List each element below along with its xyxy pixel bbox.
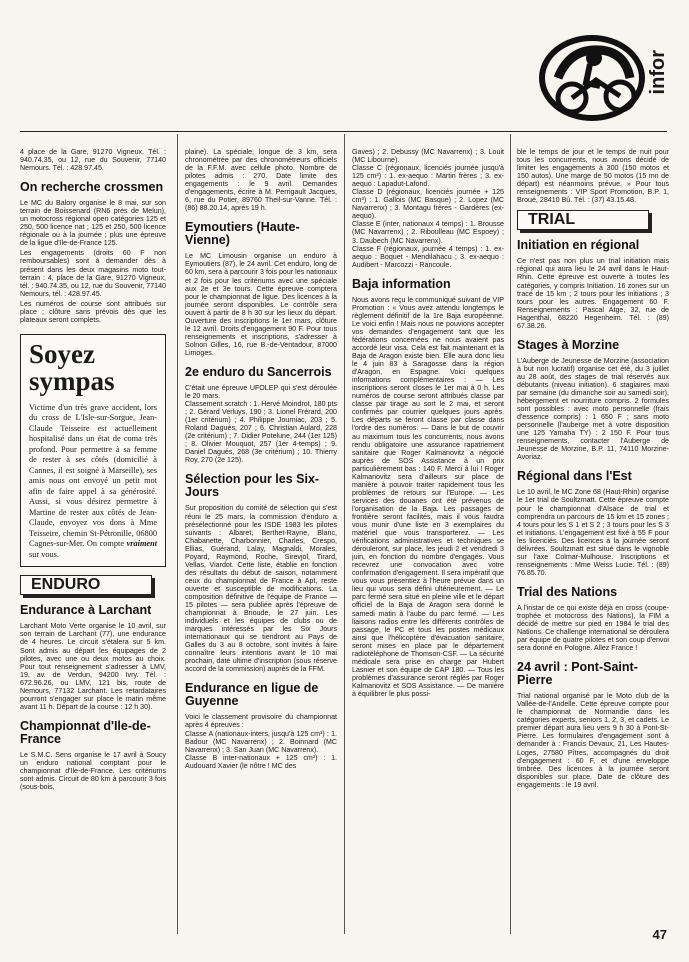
article-paragraph: Larchant Moto Verte organise le 10 avril, sur son terrain de Larchant (77), une endurance de 4 heures. Le circuit s'étalera sur 5 km. Sont admis au départ les équipages de 2 pilotes, avec une ou deux motos au choix. Pour tout renseignement s'adresser à LMV, 19, av. de Verdun, 94200 Ivry. Tél. : 672.96.26, ou LMV, 121 bis, route de Nemours, 77132 Larchant. Les retardataires pourront s'engager sur place le matin même avant 11 h. Départ de la course : 12 h 30). <box>20 622 166 711</box>
article-heading: Endurance à Larchant <box>20 603 152 618</box>
article-heading: Stages à Morzine <box>517 337 620 352</box>
article-paragraph: Le 10 avril, le MC Zone 68 (Haut-Rhin) organise le 1er trial de Soultzmatt. Cette épreuve compte pour le championnat d'Alsace de trial et comprendra un parcours de 15 km et 15 zones ; 4 tours pour les S 1 et S 2 ; 3 tours pour les S 3 et initiations. L'engagement est fixé à 55 F pour les licenciés. Des licences à la journée seront délivrées. Soultzmatt est situé dans le vignoble sur l'axe Colmar-Mulhouse. Inscriptions et renseignements : Mme Weiss Lucie. Tél. : (89) 76.85.70. <box>517 488 669 577</box>
column-divider <box>510 134 511 934</box>
article-heading: Eymoutiers (Haute-Vienne) <box>185 220 300 248</box>
article-heading: On recherche crossmen <box>20 180 164 195</box>
appeal-text <box>29 403 157 561</box>
article-paragraph: Le MC du Balory organise le 8 mai, sur son terrain de Boissenard (RN6 près de Melun), un motocross régional open catégories 125 et 250, 500 licence nat ; 125 et 250, 500 licence régionale ou à la journée ; plus une épreuve de la ligue d'Ile-de-France 125. <box>20 199 166 248</box>
article-heading: Baja information <box>352 276 451 291</box>
column-divider <box>177 134 178 934</box>
article-paragraph: plaine). La spéciale, longue de 3 km, sera chronométrée par des chronométreurs officiels de la F.F.M. avec cellule photo. Nombre de pilotes admis : 270. Date limite des engagements : le 9 avril. Demandes d'engagements, écrire à M. Perrigault Jacques, 6, rue du Potier, 89760 Theil-sur-Vanne. Tél. : (86) 88.20.14, après 19 h. <box>185 148 337 213</box>
column-4 <box>517 148 669 948</box>
appeal-emphasis: vraiment <box>126 539 157 549</box>
article-heading: Endurance en ligue de Guyenne <box>185 681 319 709</box>
column-divider <box>344 134 345 934</box>
article-heading: Initiation en régional <box>517 238 640 253</box>
top-rule <box>20 131 667 132</box>
article-heading: Trial des Nations <box>517 584 618 599</box>
article-paragraph: C'était une épreuve UFOLEP qui s'est déroulée le 20 mars. Classement scratch : 1. Hervé Moindrot, 180 pts ; 2. Gérard Verluys, 190 ; 3. Lionel Frérard, 200 (1er critérium) ; 4. Philippe Journiac, 203 ; 5. Roland Dagués, 207 ; 6. Christian Aulard, 228 (2e critérium) ; 7. Didier Potelune, 244 (1er 125) ; 8. Olivier Mouquot, 257 (1er 4-temps) ; 9. Daniel Dagués, 268 (3e critérium) ; 10. Thierry Roy, 270 (2e 125). <box>185 383 337 465</box>
appeal-end: sur vous. <box>29 549 59 559</box>
article-paragraph: Voici le classement provisoire du championnat après 4 épreuves : Classe A (nationaux-inters, jusqu'à 125 cm³) : 1. Badour (MC Navarrenx) ; 2. Boinnard (MC Navarrenx) ; 3. San Juan (MC Navarrenx). Classe B inter-nationaux + 125 cm³) : 1. Audouard Xavier (le nôtre ! MC des <box>185 713 337 770</box>
logo-text: infor <box>647 50 669 95</box>
appeal-title: Soyez sympas <box>29 338 115 396</box>
section-tag: ENDURO <box>20 575 152 595</box>
article-heading: 24 avril : Pont-Saint-Pierre <box>517 660 638 688</box>
page-number: 47 <box>652 927 667 942</box>
article-paragraph: ble le temps de jour et le temps de nuit pour tous les concurrents, nous avons décidé de limiter les engagements à 300 (150 motos et 150 autos). Une marge de 50 motos (15 mn de départ) est néanmoins prévue. » Pour tous renseignements : VIP Sport Promotion, B.P. 1, Broué, 28410 Bû. Tél. : (37) 43.15.48. <box>517 148 669 205</box>
article-paragraph: L'Auberge de Jeunesse de Morzine (association à but non lucratif) organise cet été, du 3 juillet au 28 août, des stages de trial réservés aux débutants (niveau initiation). 6 stagiaires maxi par semaine (du dimanche soir au samedi soir), hébergement et nourriture compris. 2 formules sont possibles : avec moto personnelle (frais d'essence compris) : 1 650 F ; sans moto personnelle (l'auberge met à votre disposition une 125 Yamaha TY) : 2 150 F. Pour tous renseignements, contacter l'Auberge de Jeunesse de Morzine, B.P. 11, 74110 Morzine-Avoriaz. <box>517 356 669 462</box>
article-paragraph: Ce n'est pas non plus un trial initiation mais régional qui aura lieu le 24 avril dans le Haut-Rhin. Cette épreuve est ouverte à toutes les catégories, y compris Initiation. 16 zones sur un tracé de 15 km ; 2 tours pour les initiations ; 3 tours pour les autres. Engagement 60 F. Renseignements : Pascal Atge, 32, rue de Hagenthal, 68220 Hegenheim. Tél. : (89) 67.38.26. <box>517 257 669 330</box>
column-3 <box>352 148 504 948</box>
article-heading: Régional dans l'Est <box>517 469 632 484</box>
section-tag: TRIAL <box>517 210 649 230</box>
article-paragraph: Les engagements (droits 60 F non remboursables) sont à demander dès à présent dans les deux magasins moto tout-terrain : 4, place de la Gare, 91270 Vigneux, tél. : 940.74.35, ou 12, rue du Souvenir, 77140 Nemours, tél. : 428.97.45. <box>20 249 166 298</box>
article-paragraph: Nous avons reçu le communiqué suivant de VIP Promotion : « Vous avez attendu longtemps le règlement définitif de la 1re Baja européenne. Le voici enfin ! Mais nous ne pouvions accepter vos demandes d'engagement tant que les fédérations concernées ne nous avaient pas accordé leur visa. Cela est fait maintenant et la Baja de Aragon existe bien. Elle aura donc lieu le 4 juin 83 à Saragosse dans la région d'Aragon, en Espagne. Voici quelques informations complémentaires : — Les inscriptions seront closes le 1er mai à 0 h. Les numéros de course seront attribués classe par classe par tirage au sort le 2 mai, et seront confirmés par courrier quelques jours après. Les départs se feront classe par classe dans l'ordre des numéros. — Dans le but de couvrir au maximum tous les concurrents, nous avons rendu obligatoire une assurance rapatriement sanitaire que Roger Kalmanovitz a négocié auprès de SOS Assistance à un prix particulièrement bas : 140 F. Merci à lui ! Roger Kalmanovitz sera d'ailleurs sur place de manière à pouvoir traiter rapidement tous les problèmes de retours sur l'Europe. — Les services des douanes ont été prévenus de l'organisation de la Baja. Les passages de frontière seront facilités, mais il vous faudra vous munir d'une liste en 3 exemplaires du matériel que vous transporterez. — Les vérifications administratives et techniques se dérouleront, sur place, les jeudi 2 et vendredi 3 juin, en fonction du nombre d'engagés. Vous recevrez une convocation avec votre confirmation d'engagement. Il sera impératif que vous vous présentiez à l'heure prévue dans un lieu qui vous sera défini ultérieurement. — Le parc fermé sera situé en pleine ville et le départ officiel de la Baja de Aragon sera donné le samedi matin à l'aube du parc fermé. — Les liaisons radios entre les différents contrôles de passage, le PC et tous les postes médicaux ainsi que l'hélicoptère d'évacuation sanitaire, seront mises en place par le département radiotéléphone de Thomson-CSF. — La sécurité médicale sera prise en charge par Hubert Lasnier et son équipe de CAP 180. — Tous les problèmes d'assurance seront réglés par Roger Kalmanovitz et SOS Assistance. — De manière à équilibrer le plus possi- <box>352 295 504 698</box>
appeal-box <box>20 334 166 568</box>
article-heading: Sélection pour les Six-Jours <box>185 472 320 500</box>
infor-logo <box>530 28 670 128</box>
article-paragraph: Sur proposition du comité de sélection qui s'est réuni le 25 mars, la commission d'enduro a présélectionné pour les ISDE 1983 les pilotes suivants : Albaret, Berthet-Rayne, Blanc, Chabanette, Charbonnier, Charles, Crespo, Ellias, Guérand, Lalay, Magnaldi, Morales, Poyard, Raymond, Roche, Sirevjol, Tirard, Vellas, Viardot. Cette liste, établie en fonction des résultats du début de saison, notamment ceux du championnat de France à Apt, reste ouverte et susceptible de modifications. La composition définitive de l'équipe de France — 15 pilotes — sera publiée après l'épreuve de championnat à Brioude, le 27 juin. Les individuels et les équipes de clubs ou de marques intéressés par les Six Jours internationaux qui se tiendront au Pays de Galles du 3 au 8 octobre, sont invités à faire connaître leurs intentions avant le 10 mai prochain, date ultime d'inscription (sous réserve accord de la commission) auprès de la FFM. <box>185 504 337 674</box>
column-1 <box>20 148 166 948</box>
article-paragraph: Trial national organisé par le Moto club de la Vallée-de-l'Andelle. Cette épreuve compte pour le championnat de Normandie dans les catégories experts, seniors 1, 2, 3, et cadets. Le premier départ aura lieu vers 9 h 30 à Pont-St-Pierre. Les formulaires d'engagement sont à demander à : Francis Devaux, 21, Les Hautes-Loges, 27580 Pîtres, accompagnés du droit d'engagement : 60 F, et d'une enveloppe timbrée. Des licences à la journée seront disponibles sur place. Date de clôture des engagements : le 19 avril. <box>517 692 669 789</box>
appeal-body: Victime d'un très grave accident, lors du cross de L'Isle-sur-Sorgue, Jean-Claude Teisseire est actuellement hospitalisé dans un état de coma très profond. Pour permettre à sa femme de rester à ses côtés (domicilié à Cannes, il est soigné à Marseille), ses amis nous ont envoyé un petit mot afin de faire appel à sa générosité. Aussi, si vous désirez permettre à Martine de rester aux côtés de Jean-Claude, envoyez vos dons à Mme Teisseire, chemin St-Pétronille, 06800 Cagnes-sur-Mer. On compte <box>29 402 157 549</box>
column-2 <box>185 148 337 948</box>
article-paragraph: Le S.M.C. Sens organise le 17 avril à Soucy un enduro national comptant pour le championnat d'Ile-de-France. Les critériums sont admis. Circuit de 80 km à parcourir 3 fois (sous-bois, <box>20 750 166 792</box>
article-paragraph: A l'instar de ce qui existe déjà en cross (coupe-trophée et motocross des Nations), la FIM a décidé de mettre sur pied en 1984 le trial des Nations. Ce challenge international se déroulera par équipe de quatre pilotes et son coup d'envoi sera donné en Pologne. Allez France ! <box>517 603 669 653</box>
article-paragraph: Les numéros de course sont attribués sur place ; clôture sans prévois dès que les plateaux seront complets. <box>20 299 166 324</box>
article-heading: 2e enduro du Sancerrois <box>185 364 332 379</box>
article-paragraph: 4 place de la Gare, 91270 Vigneux. Tél. : 940.74.35, ou 12, rue du Souvenir, 77140 Nemours. Tél. : 428.97.45. <box>20 148 166 173</box>
article-paragraph: Le MC Limousin organise un enduro à Eymoutiers (87), le 24 avril. Cet enduro, long de 60 km, sera à parcourir 3 fois pour les nationaux et 2 fois pour les critériums avec une spéciale aux 2e et 3e tours. Cette épreuve comptera pour le championnat de ligue. Des licences à la journée seront disponibles. Le contrôle sera ouvert à partir de 8 h 30 sur les lieux du départ. Ouverture des inscriptions le 1er mars, clôture le 12 avril. Droits d'engagement 90 F. Pour tous renseignements et inscriptions, s'adresser à Solnon Gilles, 16, rue B.-de-Ventadour, 87000 Limoges. <box>185 252 337 357</box>
article-paragraph: Gaves) ; 2. Debussy (MC Navarrenx) ; 3. Louit (MC Libourne). Classe C (régionaux, licenciés journée jusqu'à 125 cm³) : 1. ex-aequo : Martin frères ; 3. ex-aequo : Lapadut-Lafond. Classe D (régionaux, licenciés journée + 125 cm³) : 1. Gallois (MC Basque) ; 2. Lopez (MC Navarrenx) ; 3. Montagu frères - Gardères (ex-aequo). Classe E (inter, nationaux 4 temps) : 1. Brousse (MC Navarrenx) ; 2. Riboulleau (MC Espoey) ; 3. Daubech (MC Navarrenx). Classe F (régionaux, journée 4 temps) : 1. ex-aequo : Boquet - Mendilahacu ; 3. ex-aequo : Audibert - Marcozzi - Rancoule. <box>352 148 504 269</box>
article-heading: Championnat d'Ile-de-France <box>20 718 151 746</box>
